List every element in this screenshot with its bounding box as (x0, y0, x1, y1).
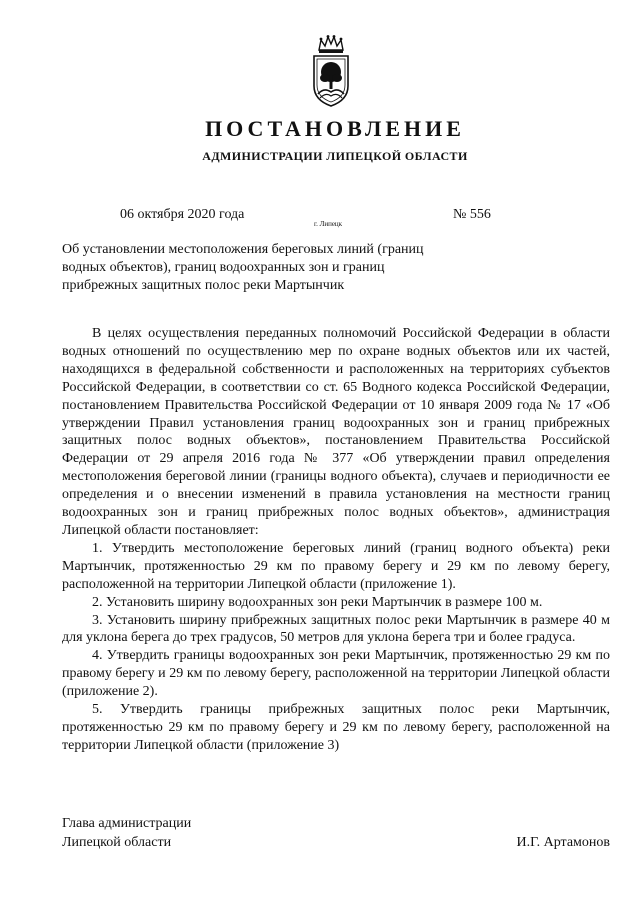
document-subject: Об установлении местоположения береговых линий (границ водных объектов), границ водоохранных зон и границ прибрежных защитных полос реки Мартынчик (62, 242, 424, 293)
body-item-5: 5. Утвердить границы прибрежных защитных полос реки Мартынчик, протяженностью 29 км по правому берегу и 29 км по левому берегу, расположенной на территории Липецкой области (приложение 3) (62, 702, 610, 753)
body-intro-paragraph: В целях осуществления переданных полномочий Российской Федерации в области водных отношений по осуществлению мер по охране водных объектов или их частей, находящихся в федеральной собственности и расположенных на территориях субъектов Российской Федерации, в соответствии со ст. 65 Водного кодекса Российской Федерации, постановлением Правительства Российской Федерации от 10 января 2009 года № 17 «Об утверждении Правил установления границ водоохранных зон и границ прибрежных защитных полос водных объектов», постановлением Правительства Российской Федерации от 29 апреля 2016 года № 377 «Об утверждении правил определения местоположения береговой линии (границы водного объекта), случаев и периодичности ее определения и о внесении изменений в правила установления на местности границ водоохранных зон и границ прибрежных полос водных объектов», администрация Липецкой области постановляет: (62, 326, 610, 538)
signature-block (62, 814, 610, 852)
signatory-name: И.Г. Артамонов (516, 835, 610, 850)
signatory-position-line1: Глава администрации (62, 816, 192, 831)
coat-of-arms-icon (309, 34, 353, 108)
document-city: г. Липецк (314, 220, 343, 228)
document-body (62, 325, 610, 755)
body-item-2: 2. Установить ширину водоохранных зон реки Мартынчик в размере 100 м. (92, 594, 543, 610)
document-date: 06 октября 2020 года (120, 207, 245, 222)
document-number: № 556 (453, 207, 491, 222)
issuing-authority: АДМИНИСТРАЦИИ ЛИПЕЦКОЙ ОБЛАСТИ (202, 149, 468, 163)
document-title: ПОСТАНОВЛЕНИЕ (205, 116, 465, 141)
body-item-1: 1. Утвердить местоположение береговых линий (границ водного объекта) реки Мартынчик, протяженностью 29 км по правому берегу и 29 км по левому берегу, расположенной на территории Липецкой области (приложение 1). (62, 540, 610, 592)
signatory-position-line2: Липецкой области (62, 835, 172, 850)
body-item-4: 4. Утвердить границы водоохранных зон реки Мартынчик, протяженностью 29 км по правому берегу и 29 км по левому берегу, расположенной на территории Липецкой области (приложение 2). (62, 648, 610, 700)
body-item-3: 3. Установить ширину прибрежных защитных полос реки Мартынчик в размере 40 м для уклона берега до трех градусов, 50 метров для уклона берега три и более градуса. (62, 612, 610, 646)
